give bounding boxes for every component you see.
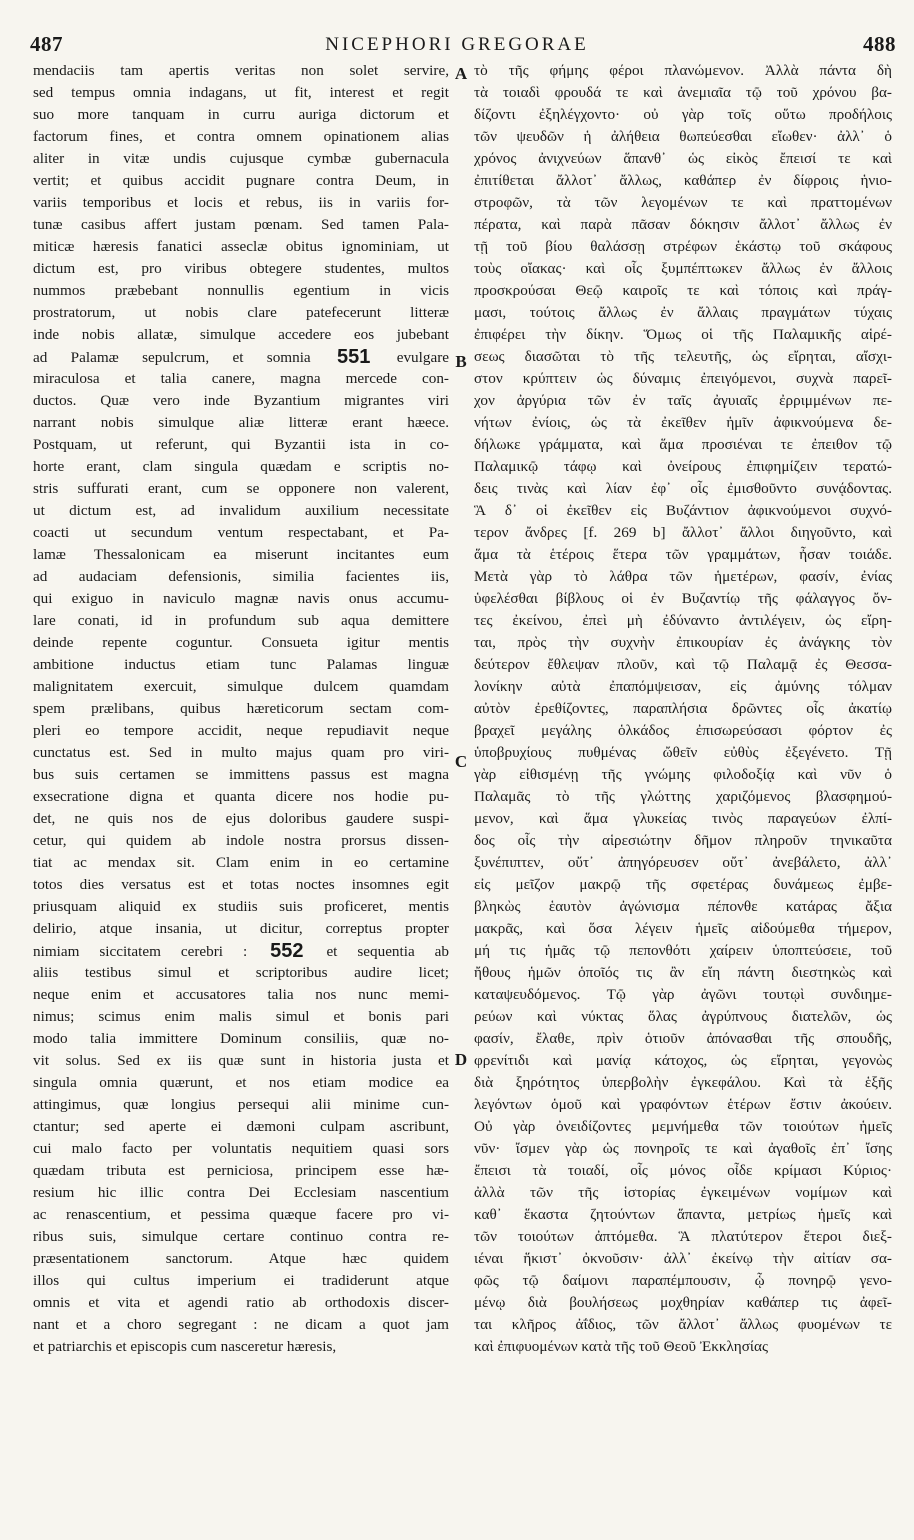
text-line: ambitione inductus etiam tunc Palamas linguæ (33, 656, 449, 673)
text-line: λονίκην αὐτὰ ἐπαπόμψεισαν, εἰς ἀμύνης τόλμαν (474, 678, 892, 695)
text-line: aliter in vitæ undis cujusque cymbæ gubernacula (33, 150, 449, 167)
text-line: μενον, καὶ ἅμα γλυκείας τινὸς παραγεύων ἐλπί- (474, 810, 892, 827)
text-line: nant et a choro segregant : ne dicam a quot jam (33, 1316, 449, 1333)
text-line: ribus suis, simulque certare continuo contra re- (33, 1228, 449, 1245)
text-line: στροφῶν, τὰ τῶν λεγομένων τε καὶ πραττομένων (474, 194, 892, 211)
text-line: καταψευδόμενος. Τῷ γὰρ ἀγῶνι τουτῳὶ συνδιημε- (474, 986, 892, 1003)
text-line: resium hic illic contra Dei Ecclesiam nascentium (33, 1184, 449, 1201)
text-line: προσκρούσαι Θεῷ καιροῖς τε καὶ τόποις καὶ πράγ- (474, 282, 892, 299)
text-line: bus suis certamen se immittens passus est magna (33, 766, 449, 783)
text-line (33, 346, 449, 368)
text-line: τῶν τοιούτων ἀπτόμεθα. Ἃ πλατύτερον ἕτεροι διεξ- (474, 1228, 892, 1245)
text-line: det, ne quis nos de ejus doloribus gaudere suspi- (33, 810, 449, 827)
text-line: variis temporibus et locis et rebus, iis in variis for- (33, 194, 449, 211)
text-line: τὸ τῆς φήμης φέροι πλανώμενον. Ἀλλὰ πάντα δὴ (474, 62, 892, 79)
text-line: φρενίτιδι καὶ μανίᾳ κάτοχος, ὡς εἴρηται, γεγονὼς (474, 1052, 892, 1069)
text-line: τῇ τοῦ βίου θαλάσσῃ στρέφων ἑκάστῳ τοῦ σκάφους (474, 238, 892, 255)
text-line: modo talia immittere Dominum consiliis, quæ no- (33, 1030, 449, 1047)
text-line: priusquam aliquid ex studiis suis proficeret, mentis (33, 898, 449, 915)
text-line: coacti ut secundum ventum respectabant, et Pa- (33, 524, 449, 541)
text-line: πέρατα, καὶ παρὰ πᾶσαν δόκησιν ἄλλοτ᾽ ἄλλως ἐν (474, 216, 892, 233)
text-line: factorum fines, et contra omnem opinationem alias (33, 128, 449, 145)
text-line: ad audaciam defensionis, similia facientes iis, (33, 568, 449, 585)
text-line: tiat ac mendax sit. Clam enim in eo certamine (33, 854, 449, 871)
text-line: illos qui cultus imperium ei tradiderunt atque (33, 1272, 449, 1289)
text-line: ἔπεισι τὰ τοιαδί, οἷς μόνος οἶδε κρίμασι Κύριος· (474, 1162, 892, 1179)
text-line: εἰς μεῖζον μακρῷ τῆς σφετέρας δυνάμεως ἐμβε- (474, 876, 892, 893)
latin-column (33, 60, 449, 1538)
text-line: ται, πρὸς τὴν συχνὴν ἐπικουρίαν ἐς ἀνάγκης τὸν (474, 634, 892, 651)
text-line: δίζοντι ἐξηλέγχοντο· οὐ γὰρ τοῖς οὕτω προδήλοις (474, 106, 892, 123)
text-line: miraculosa et talia canere, magna mercede con- (33, 370, 449, 387)
text-segment: evulgare (373, 349, 449, 366)
page-number-right: 488 (863, 32, 896, 56)
text-line: βραχεῖ μεγάλης ὁλκάδος ἐπισωρεύσασι φόρτον ἐς (474, 722, 892, 739)
section-marker-a: A (454, 64, 468, 83)
text-line: vertit; et quibus accidit pugnare contra Deum, in (33, 172, 449, 189)
text-line: ἤθους ἡμῶν ὁποῖός τις ἂν εἴη πάντη διεστηκὼς καὶ (474, 964, 892, 981)
text-line: ιέναι ἥκιστ᾽ ὀκνοῦσιν· ἀλλ᾽ ἐκείνῳ τὴν αἰτίαν σα- (474, 1250, 892, 1267)
text-line: τες ἐκείνου, ἐπεὶ μὴ ἐδύναντο ἀντιλέγειν, ὡς εἴρη- (474, 612, 892, 629)
text-line: vit solus. Sed ex iis quæ sunt in historia justa et (33, 1052, 449, 1069)
text-line: χρόνος ἀνιχνεύων ἅπανθ᾽ ὡς εἰκὸς ἔπεισί τε καὶ (474, 150, 892, 167)
text-line: ac renascentium, et pessima quæque facere pro vi- (33, 1206, 449, 1223)
text-line: attingimus, quæ longius persequi alii minime cun- (33, 1096, 449, 1113)
page-header (0, 4, 914, 56)
text-line: ut dictum est, ad invalidum auxilium necessitate (33, 502, 449, 519)
text-line: malignitatem exercuit, simulque dulcem quamdam (33, 678, 449, 695)
text-line: δήλωκε γράμματα, καὶ ἅμα προσιέναι τε ἐπειθον τῷ (474, 436, 892, 453)
text-line: spem prælibans, quibus hæreticorum sectam com- (33, 700, 449, 717)
text-line: λεγόντων ὁμοῦ καὶ γραφόντων ἑτέρων ἔστιν ἀκούειν. (474, 1096, 892, 1113)
section-marker-c: C (454, 752, 468, 771)
text-line: suo more tanquam in curru auriga dictorum et (33, 106, 449, 123)
text-line: dictum est, pro viribus obtegere studentes, multos (33, 260, 449, 277)
text-line: ἐπιτίθεται ἄλλοτ᾽ ἄλλως, καθάπερ ἐν δίφροις ἡνιο- (474, 172, 892, 189)
page-number-left: 487 (30, 32, 63, 56)
text-line: στον κρύπτειν ὡς δύναμις ἐπειγόμενοι, συχνὰ παρεῖ- (474, 370, 892, 387)
text-line: singula omnia quærunt, et nos etiam modice ea (33, 1074, 449, 1091)
text-line: χον ἀργύρια τῶν ἐν ταῖς ἀγυιαῖς ἐρριμμένων πε- (474, 392, 892, 409)
text-line: prostratorum, ut nobis clare patefecerunt litteræ (33, 304, 449, 321)
text-line: cui malo facto per voluntatis nequitiem quasi sors (33, 1140, 449, 1157)
text-line: miticæ hæresis fanatici asseclæ obitus ignominiam, ut (33, 238, 449, 255)
text-line: σεως διασῶται τὸ τῆς τελευτῆς, ὡς εἴρηται, αἴσχι- (474, 348, 892, 365)
text-line: nimus; scimus enim malis simul et bonis pari (33, 1008, 449, 1025)
text-line: Ἃ δ᾽ οἱ ἐκεῖθεν εἰς Βυζάντιον ἀφικνούμενοι συχνό- (474, 502, 892, 519)
text-line: ὑποβρυχίους πυθμένας ὤθεῖν εὐθὺς ἐξεγένετο. Τῇ (474, 744, 892, 761)
text-line: sed tempus omnia indagans, ut fit, interest et regit (33, 84, 449, 101)
text-line: Μετὰ γὰρ τὸ λάθρα τῶν ἡμετέρων, φασίν, ἐνίας (474, 568, 892, 585)
text-line: μασι, τούτοις ἄλλως ἐν ἄλλαις πραγμάτων τύχαις (474, 304, 892, 321)
text-line: νήτων ἐνίοις, ὡς τὰ ἐκεῖθεν ἡμῖν ἀφικνούμενα δε- (474, 414, 892, 431)
text-line: τερον ἄνδρες [f. 269 b] ἄλλοτ᾽ ἄλλοι διηγοῦντο, καὶ (474, 524, 892, 541)
text-line: ὑφελέσθαι βίβλους οἱ ἐν Βυζαντίῳ τῆς φάλαγγος ὄν- (474, 590, 892, 607)
text-line: δεύτερον ἔθλεψαν πλοῦν, καὶ τῷ Παλαμᾷ ἐς Θεσσα- (474, 656, 892, 673)
text-line: deinde repente coguntur. Consueta igitur mentis (33, 634, 449, 651)
text-line: φασίν, ἔλαθε, πρὶν ὁτιοῦν ἀπόνασθαι τῆς σπουδῆς, (474, 1030, 892, 1047)
text-line: ξυνέπιπτεν, οὔτ᾽ ἀπηγόρευσεν οὔτ᾽ ἀνεβάλετο, ἀλλ᾽ (474, 854, 892, 871)
text-line: ctantur; sed aperte ei dæmoni culpam ascribunt, (33, 1118, 449, 1135)
text-line: pleri eo tempore accidit, neque repudiavit neque (33, 722, 449, 739)
text-line: lamæ Thessalonicam ea miserunt incitantes eum (33, 546, 449, 563)
text-line: τῶν ψευδῶν ἡ ἀλήθεια θωπεύεσθαι εἴωθεν· ἀλλ᾽ ὁ (474, 128, 892, 145)
text-line: φῶς τῷ δαίμονι παραπέμπουσιν, ᾧ πονηρῷ γενο- (474, 1272, 892, 1289)
text-line: lare conati, id in profundum sub aqua demittere (33, 612, 449, 629)
text-line: ductos. Quæ vero inde Byzantium migrantes viri (33, 392, 449, 409)
text-line: καθ᾽ ἕκαστα ζητούντων ἅπαντα, μετρίως ἡμεῖς καὶ (474, 1206, 892, 1223)
text-line: ἀλλὰ τῶν τῆς ἱστορίας ἐγκειμένων νομίμων καὶ (474, 1184, 892, 1201)
text-line: Παλαμᾶς τὸ τῆς γλώττης χαριζόμενος βλασφημού- (474, 788, 892, 805)
text-line: cunctatus est. Sed in multo majus quam pro viri- (33, 744, 449, 761)
column-number: 551 (337, 346, 371, 368)
text-line: ται κλῆρος ἀΐδιος, τῶν ἄλλοτ᾽ ἄλλως φυομένων τε (474, 1316, 892, 1333)
text-line: βληκὼς ἑαυτὸν ἀγώνισμα πέπονθε κατάρας ἄξια (474, 898, 892, 915)
text-line: καὶ ἐπιφυομένων κατὰ τῆς τοῦ Θεοῦ Ἐκκλησίας (474, 1338, 768, 1355)
text-line: γὰρ εἰθισμένῃ τῆς γνώμης φιλοδοξίᾳ καὶ νῦν ὁ (474, 766, 892, 783)
text-line: μένῳ διὰ βουλήσεως μοχθηρίαν καθάπερ τις ἀφεῖ- (474, 1294, 892, 1311)
text-line: omnis et vita et agendi ratio ab orthodoxis discer- (33, 1294, 449, 1311)
text-line: neque enim et accusatores talia nos nunc memi- (33, 986, 449, 1003)
section-marker-d: D (454, 1050, 468, 1069)
text-line: stris suffurati erant, cum se opponere non valerent, (33, 480, 449, 497)
column-number: 552 (270, 940, 304, 962)
text-line: exsecratione digna et quanta dicere nos hodie pu- (33, 788, 449, 805)
text-line: delirio, atque insania, ut dicitur, correptus propter (33, 920, 449, 937)
text-line: præsentationem sanctorum. Atque hæc quidem (33, 1250, 449, 1267)
section-marker-b: B (455, 352, 467, 371)
text-line: narrant nobis simulque aliæ litteræ erant hæece. (33, 414, 449, 431)
text-line: τὰ τοιαδὶ φρουδά τε καὶ ἀνεμιαῖα τῷ τοῦ χρόνου βα- (474, 84, 892, 101)
text-line: quædam tributa est perniciosa, principem esse hæ- (33, 1162, 449, 1179)
text-line: et patriarchis et episcopis cum nasceretur hæresis, (33, 1338, 337, 1355)
text-line: nummos præbebant nonnullis egentium in vicis (33, 282, 449, 299)
text-line: horte erant, clam singula quædam e scriptis no- (33, 458, 449, 475)
text-line: qui exiguo in naviculo magnæ navis onus accumu- (33, 590, 449, 607)
text-line: Postquam, ut referunt, qui Byzantii ista in co- (33, 436, 449, 453)
text-line: cetur, qui quidem ab indole nostra prorsus dissen- (33, 832, 449, 849)
text-line: ἅμα τὰ ἑτέροις ἕτερα τῶν γραμμάτων, ἦσαν τοιάδε. (474, 546, 892, 563)
text-line: mendaciis tam apertis veritas non solet servire, (33, 62, 449, 79)
text-line: totos dies versatus est et totas noctes insomnes egit (33, 876, 449, 893)
text-line (33, 940, 449, 962)
text-line: μακρᾶς, καὶ ὅσα λέγειν ἡμεῖς αἰδούμεθα τήμερον, (474, 920, 892, 937)
text-line: ἐπιφέρει τὴν δίκην. Ὅμως οἱ τῆς Παλαμικῆς αἱρέ- (474, 326, 892, 343)
text-line: μή τις ἡμᾶς τῷ πεπονθότι χαίρειν ὑποπτεύσειε, τοῦ (474, 942, 892, 959)
text-line: Παλαμικῷ τάφῳ καὶ ὀνείρους ἐπιφημίζειν τερατώ- (474, 458, 892, 475)
running-title: NICEPHORI GREGORAE (325, 34, 589, 55)
text-line: aliis testibus simul et scriptoribus audire licet; (33, 964, 449, 981)
text-line: διὰ ξηρότητος ὑπερβολὴν ἐγκεφάλου. Καὶ τὰ ἑξῆς (474, 1074, 892, 1091)
greek-column (474, 60, 892, 1538)
text-line: τοὺς οἴακας· καὶ οἷς ξυμπέπτωκεν ἄλλως ἐν ἄλλοις (474, 260, 892, 277)
text-line: inde nobis allatæ, simulque accedere eos jubebant (33, 326, 449, 343)
text-segment: ad Palamæ sepulcrum, et somnia (33, 349, 334, 366)
text-line: νῦν· ἴσμεν γὰρ ὡς πονηροῖς τε καὶ ἀγαθοῖς ἐπ᾽ ἴσης (474, 1140, 892, 1157)
text-line: δεις τινὰς καὶ λίαν ἐφ᾽ οἷς ἐμισθοῦντο συνᾴδοντας. (474, 480, 892, 497)
text-line: Οὐ γὰρ ὀνειδίζοντες μεμνήμεθα τῶν τοιούτων ἡμεῖς (474, 1118, 892, 1135)
text-line: tunæ casibus affert justam pœnam. Sed tamen Pala- (33, 216, 449, 233)
text-segment: et sequentia ab (306, 943, 449, 960)
text-line: ρεύων καὶ νύκτας ὅλας ἀγρύπνους διατελῶν, ὡς (474, 1008, 892, 1025)
text-line: αὐτὸν ἐρεθίζοντες, παραπλήσια δρῶντες οἷς ἀκατίῳ (474, 700, 892, 717)
text-segment: nimiam siccitatem cerebri : (33, 943, 268, 960)
text-line: δος οἷς τὴν αἱρεσιώτην δῆμον πληροῦν τηνικαῦτα (474, 832, 892, 849)
